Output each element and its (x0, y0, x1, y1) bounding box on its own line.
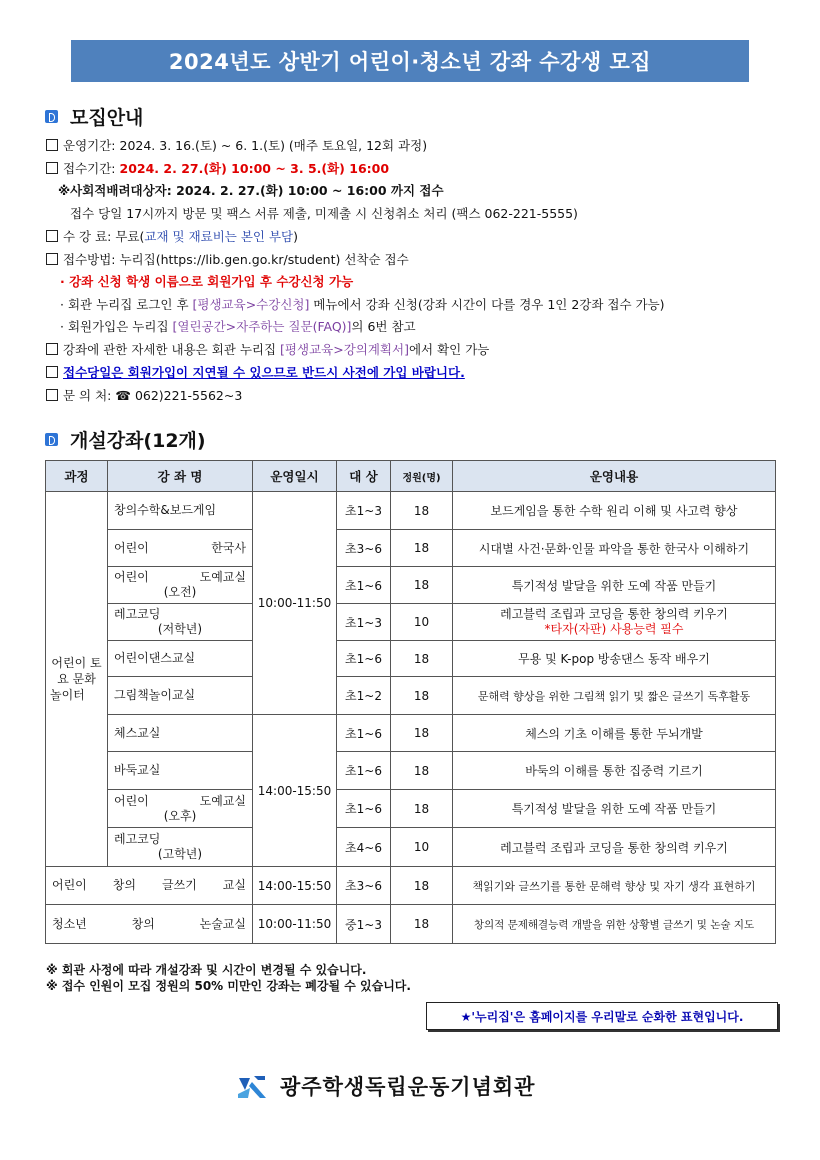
capacity-cell: 18 (391, 677, 453, 715)
target-cell: 초1~6 (337, 752, 391, 790)
course-title: 어린이 도예교실 (114, 570, 246, 584)
label: 접수기간: (63, 161, 116, 176)
table-row (46, 604, 776, 641)
course-name: 청소년 창의 논술교실 (46, 905, 253, 944)
table-row (46, 752, 776, 790)
content-cell: 책읽기와 글쓰기를 통한 문해력 향상 및 자기 생각 표현하기 (453, 867, 776, 905)
checkbox-icon (46, 366, 58, 378)
capacity-cell: 18 (391, 530, 453, 567)
table-row (46, 567, 776, 604)
content-cell: 체스의 기초 이해를 통한 두뇌개발 (453, 715, 776, 752)
text: 의 6번 참고 (351, 319, 416, 334)
target-cell: 초3~6 (337, 867, 391, 905)
course-title: 레고코딩 (114, 832, 161, 846)
target-cell: 초4~6 (337, 828, 391, 867)
label: 운영기간: (63, 138, 116, 153)
capacity-cell: 18 (391, 867, 453, 905)
plan-link[interactable]: [평생교육>강의계획서] (280, 342, 409, 357)
capacity-cell: 18 (391, 715, 453, 752)
value: 2024. 2. 27.(화) 10:00 ~ 16:00 까지 접수 (176, 183, 444, 198)
table-header-row (46, 461, 776, 492)
course-name (108, 790, 253, 828)
capacity-cell: 18 (391, 641, 453, 677)
info-warning (46, 364, 465, 382)
course-name (108, 828, 253, 867)
content-note: *타자(자판) 사용능력 필수 (544, 622, 684, 636)
value: 2024. 3. 16.(토) ~ 6. 1.(토) (매주 토요일, 12회 과정) (119, 138, 428, 153)
value: 062)221-5562~3 (134, 388, 243, 403)
capacity-cell: 10 (391, 828, 453, 867)
info-reception (46, 160, 389, 178)
course-session: (고학년) (157, 847, 203, 861)
capacity-cell: 18 (391, 790, 453, 828)
checkbox-icon (46, 343, 58, 355)
label: 문 의 처: (63, 388, 112, 403)
capacity-cell: 18 (391, 752, 453, 790)
time-cell: 10:00-11:50 (253, 905, 337, 944)
course-name: 그림책놀이교실 (108, 677, 253, 715)
faq-link[interactable]: [열린공간>자주하는 질문(FAQ)] (172, 319, 352, 334)
course-name (108, 567, 253, 604)
content-cell (453, 604, 776, 641)
time-cell: 14:00-15:50 (253, 715, 337, 867)
info-method (46, 251, 409, 269)
target-cell: 초3~6 (337, 530, 391, 567)
text: · 회원가입은 누리집 (60, 319, 173, 334)
text: 메뉴에서 강좌 신청(강좌 시간이 다를 경우 1인 2강좌 접수 가능) (309, 297, 665, 312)
target-cell: 중1~3 (337, 905, 391, 944)
warning-text: 접수당일은 회원가입이 지연될 수 있으므로 반드시 사전에 가입 바랍니다. (63, 365, 465, 380)
header-cell: 정원(명) (391, 461, 453, 492)
reception-date: 2024. 2. 27.(화) 10:00 ~ 3. 5.(화) 16:00 (119, 161, 390, 176)
info-fee (46, 228, 298, 246)
checkbox-icon (46, 139, 58, 151)
text: 에서 확인 가능 (408, 342, 490, 357)
header-cell: 운영일시 (253, 461, 337, 492)
content-cell: 문해력 향상을 위한 그림책 읽기 및 짧은 글쓰기 독후활동 (453, 677, 776, 715)
fee-note: 교재 및 재료비는 본인 부담 (144, 229, 294, 244)
footer (236, 1070, 535, 1102)
content-text: 레고블럭 조립과 코딩을 통한 창의력 키우기 (500, 607, 728, 621)
time-cell: 14:00-15:50 (253, 867, 337, 905)
content-cell: 무용 및 K-pop 방송댄스 동작 배우기 (453, 641, 776, 677)
course-name: 창의수학&보드게임 (108, 492, 253, 530)
table-row (46, 828, 776, 867)
label: ※사회적배려대상자: (58, 183, 172, 198)
course-session: (저학년) (157, 622, 203, 636)
section-bullet-icon (45, 433, 58, 446)
info-period (46, 137, 427, 155)
course-name: 어린이 한국사 (108, 530, 253, 567)
notice-cancel: ※ 접수 인원이 모집 정원의 50% 미만인 강좌는 폐강될 수 있습니다. (46, 979, 411, 993)
content-cell: 특기적성 발달을 위한 도예 작품 만들기 (453, 567, 776, 604)
content-cell: 시대별 사건·문화·인물 파악을 통한 한국사 이해하기 (453, 530, 776, 567)
course-table (45, 460, 776, 944)
header-cell: 과정 (46, 461, 108, 492)
checkbox-icon (46, 253, 58, 265)
course-title: 어린이 도예교실 (114, 793, 246, 808)
page-title: 2024년도 상반기 어린이·청소년 강좌 수강생 모집 (71, 40, 749, 82)
table-row (46, 905, 776, 944)
target-cell: 초1~6 (337, 641, 391, 677)
value: 접수방법: 누리집(https://lib.gen.go.kr/student) 선착순 접수 (63, 252, 409, 267)
content-cell: 특기적성 발달을 위한 도예 작품 만들기 (453, 790, 776, 828)
table-row (46, 715, 776, 752)
checkbox-icon (46, 389, 58, 401)
table-row (46, 530, 776, 567)
header-cell: 대 상 (337, 461, 391, 492)
section-courses-heading (45, 426, 206, 453)
target-cell: 초1~6 (337, 567, 391, 604)
org-name: 광주학생독립운동기념회관 (280, 1075, 536, 1099)
course-session: (오전) (163, 585, 197, 599)
star-note: ★'누리집'은 홈페이지를 우리말로 순화한 표현입니다. (426, 1002, 778, 1030)
target-cell: 초1~2 (337, 677, 391, 715)
table-row (46, 641, 776, 677)
capacity-cell: 18 (391, 905, 453, 944)
table-row (46, 790, 776, 828)
bullet-faq (60, 318, 416, 336)
checkbox-icon (46, 230, 58, 242)
content-cell: 바둑의 이해를 통한 집중력 기르기 (453, 752, 776, 790)
course-title: 레고코딩 (114, 607, 161, 621)
header-cell: 강 좌 명 (108, 461, 253, 492)
capacity-cell: 10 (391, 604, 453, 641)
course-name: 어린이댄스교실 (108, 641, 253, 677)
phone-icon: ☎ (115, 388, 131, 403)
info-detail (46, 341, 489, 359)
text: 강좌에 관한 자세한 내용은 회관 누리집 (63, 342, 281, 357)
group-cell: 어린이 토요 문화 놀이터 (46, 492, 108, 867)
course-name: 체스교실 (108, 715, 253, 752)
content-cell: 창의적 문제해결능력 개발을 위한 상황별 글쓰기 및 논술 지도 (453, 905, 776, 944)
bullet-signup: · 강좌 신청 학생 이름으로 회원가입 후 수강신청 가능 (60, 274, 354, 289)
bullet-login (60, 296, 665, 314)
target-cell: 초1~3 (337, 492, 391, 530)
info-social (58, 182, 444, 200)
target-cell: 초1~3 (337, 604, 391, 641)
org-logo-icon (236, 1070, 268, 1102)
target-cell: 초1~6 (337, 790, 391, 828)
text: · 회관 누리집 로그인 후 (60, 297, 193, 312)
table-row (46, 492, 776, 530)
capacity-cell: 18 (391, 492, 453, 530)
target-cell: 초1~6 (337, 715, 391, 752)
capacity-cell: 18 (391, 567, 453, 604)
course-name: 어린이 창의 글쓰기 교실 (46, 867, 253, 905)
checkbox-icon (46, 162, 58, 174)
section-recruit-heading (45, 103, 143, 130)
menu-link[interactable]: [평생교육>수강신청] (192, 297, 310, 312)
info-contact (46, 387, 242, 405)
notice-change: ※ 회관 사정에 따라 개설강좌 및 시간이 변경될 수 있습니다. (46, 963, 367, 977)
info-same-day: 접수 당일 17시까지 방문 및 팩스 서류 제출, 미제출 시 신청취소 처리 (팩스 062-221-5555) (70, 206, 578, 221)
section-title: 모집안내 (70, 107, 144, 129)
table-row (46, 677, 776, 715)
content-cell: 보드게임을 통한 수학 원리 이해 및 사고력 향상 (453, 492, 776, 530)
content-cell: 레고블럭 조립과 코딩을 통한 창의력 키우기 (453, 828, 776, 867)
course-name (108, 604, 253, 641)
course-session: (오후) (163, 808, 197, 823)
table-row (46, 867, 776, 905)
time-cell: 10:00-11:50 (253, 492, 337, 715)
section-bullet-icon (45, 110, 58, 123)
paren: ) (293, 229, 299, 244)
course-name: 바둑교실 (108, 752, 253, 790)
section-title: 개설강좌(12개) (70, 430, 206, 452)
label: 수 강 료: 무료( (63, 229, 145, 244)
header-cell: 운영내용 (453, 461, 776, 492)
